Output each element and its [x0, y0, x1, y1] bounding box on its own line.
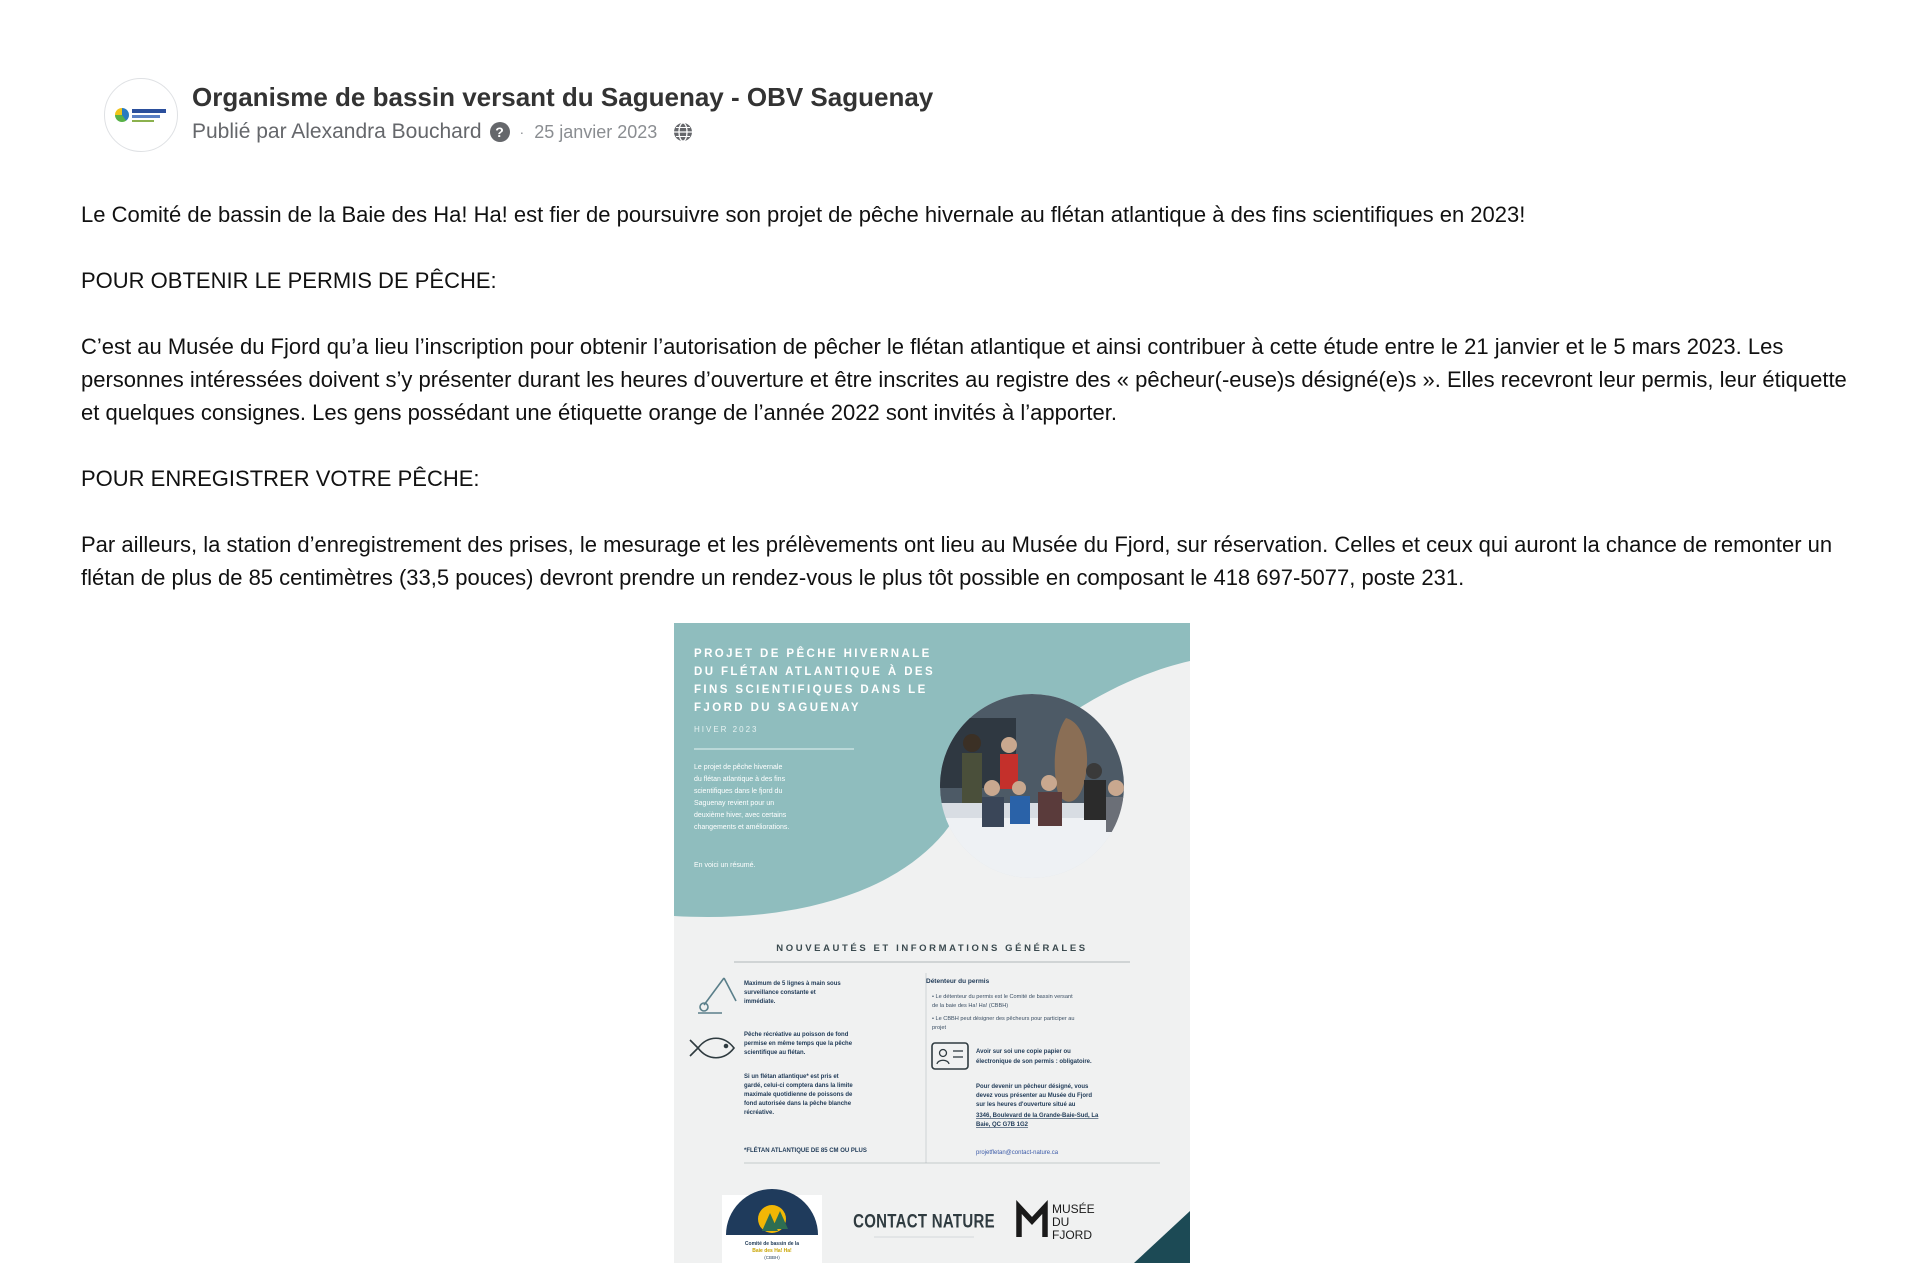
poster-footnote: *FLÉTAN ATLANTIQUE DE 85 CM OU PLUS: [744, 1148, 867, 1154]
meta-separator: ·: [519, 124, 525, 140]
poster-left-line: gardé, celui-ci comptera dans la limite: [744, 1083, 853, 1089]
poster-right-bullet: de la baie des Ha! Ha! (CBBH): [932, 1003, 1009, 1009]
post-date-link[interactable]: 25 janvier 2023: [534, 121, 658, 142]
poster-id-line: électronique de son permis : obligatoire.: [976, 1059, 1092, 1065]
cbbh-logo: [722, 1189, 822, 1263]
post-header: [104, 78, 1304, 158]
poster-right-bullet: • Le CBBH peut désigner des pêcheurs pour participer au: [932, 1016, 1075, 1022]
poster-left-line: immédiate.: [744, 999, 776, 1005]
poster-summary: En voici un résumé.: [694, 862, 756, 869]
contact-nature-logo: CONTACT NATURE: [853, 1209, 995, 1232]
cbbh-logo-text: Comité de bassin de la: [744, 1241, 800, 1247]
poster-address-line: Baie, QC G7B 1G2: [976, 1122, 1029, 1128]
avatar[interactable]: [104, 78, 178, 152]
poster-left-line: scientifique au flétan.: [744, 1050, 806, 1056]
poster-register-line: devez vous présenter au Musée du Fjord: [976, 1093, 1093, 1099]
poster-id-line: Avoir sur soi une copie papier ou: [976, 1049, 1071, 1055]
poster-left-line: récréative.: [744, 1110, 775, 1116]
poster-intro-line: scientifiques dans le fjord du: [694, 788, 783, 795]
poster-register-line: Pour devenir un pêcheur désigné, vous: [976, 1084, 1089, 1090]
post-paragraph: Par ailleurs, la station d’enregistrement des prises, le mesurage et les prélèvements ont lieu au Musée du Fjord, sur réservation. Celles et ceux qui auront la chance de remonter un flétan de plus de 85 centimètres (33,5 pouces) devront prendre un rendez-vous le plus tôt possible en composant le 418 697-5077, poste 231.: [81, 532, 1833, 590]
cbbh-logo-text: (CBBH): [764, 1255, 780, 1260]
poster-left-line: Si un flétan atlantique* est pris et: [744, 1074, 839, 1080]
poster-register-line: sur les heures d'ouverture situé au: [976, 1102, 1076, 1108]
poster-intro-line: deuxième hiver, avec certains: [694, 812, 787, 819]
post-paragraph: Le Comité de bassin de la Baie des Ha! Ha! est fier de poursuivre son projet de pêche hivernale au flétan atlantique à des fins scientifiques en 2023!: [81, 202, 1526, 227]
post-paragraph: POUR ENREGISTRER VOTRE PÊCHE:: [81, 466, 480, 491]
poster-intro-line: Le projet de pêche hivernale: [694, 764, 783, 771]
poster-left-line: fond autorisée dans la pêche blanche: [744, 1101, 852, 1107]
musee-logo-text: FJORD: [1052, 1228, 1092, 1242]
poster-right-heading: Détenteur du permis: [926, 978, 990, 985]
poster-intro-line: du flétan atlantique à des fins: [694, 776, 786, 783]
publisher-label[interactable]: Publié par Alexandra Bouchard: [192, 120, 482, 143]
poster-left-line: Maximum de 5 lignes à main sous: [744, 981, 841, 987]
poster-left-line: maximale quotidienne de poissons de: [744, 1092, 853, 1098]
poster-left-line: permise en même temps que la pêche: [744, 1041, 853, 1047]
post-paragraph: POUR OBTENIR LE PERMIS DE PÊCHE:: [81, 268, 497, 293]
post-body: [81, 198, 1863, 627]
organization-logo-icon: [115, 106, 167, 124]
page-name-link[interactable]: Organisme de bassin versant du Saguenay - OBV Saguenay: [192, 82, 934, 112]
poster-title-line: FINS SCIENTIFIQUES DANS LE: [694, 684, 928, 696]
post-meta: [192, 120, 693, 144]
poster-right-bullet: • Le détenteur du permis est le Comité de bassin versant: [932, 994, 1073, 1000]
poster-address-line: 3346, Boulevard de la Grande-Baie-Sud, La: [976, 1113, 1099, 1119]
poster-title-line: PROJET DE PÊCHE HIVERNALE: [694, 648, 932, 660]
cbbh-logo-text: Baie des Ha! Ha!: [752, 1248, 792, 1254]
poster-email-link[interactable]: projetfletan@contact-nature.ca: [976, 1150, 1059, 1156]
musee-logo-text: DU: [1052, 1215, 1070, 1229]
poster-left-line: surveillance constante et: [744, 990, 816, 996]
poster-intro-line: Saguenay revient pour un: [694, 800, 775, 807]
globe-icon[interactable]: [673, 122, 693, 142]
poster-title-line: DU FLÉTAN ATLANTIQUE À DES: [694, 666, 936, 678]
poster-section-title: NOUVEAUTÉS ET INFORMATIONS GÉNÉRALES: [776, 943, 1088, 954]
poster-season: HIVER 2023: [694, 725, 759, 734]
poster-left-line: Pêche récréative au poisson de fond: [744, 1032, 849, 1038]
poster-intro-line: changements et améliorations.: [694, 824, 790, 831]
post-paragraph: C’est au Musée du Fjord qu’a lieu l’inscription pour obtenir l’autorisation de pêcher le flétan atlantique et ainsi contribuer à cette étude entre le 21 janvier et le 5 mars 2023. Les personnes intéressées doivent s’y présenter durant les heures d’ouverture et être inscrites au registre des « pêcheur(-euse)s désigné(e)s ». Elles recevront leur permis, leur étiquette et quelques consignes. Les gens possédant une étiquette orange de l’année 2022 sont invités à l’apporter.: [81, 334, 1847, 425]
musee-logo-text: MUSÉE: [1052, 1202, 1095, 1216]
poster-title-line: FJORD DU SAGUENAY: [694, 702, 861, 714]
post-image-poster[interactable]: [674, 623, 1190, 1263]
question-icon[interactable]: ?: [490, 122, 510, 142]
poster-right-bullet: projet: [932, 1025, 946, 1031]
